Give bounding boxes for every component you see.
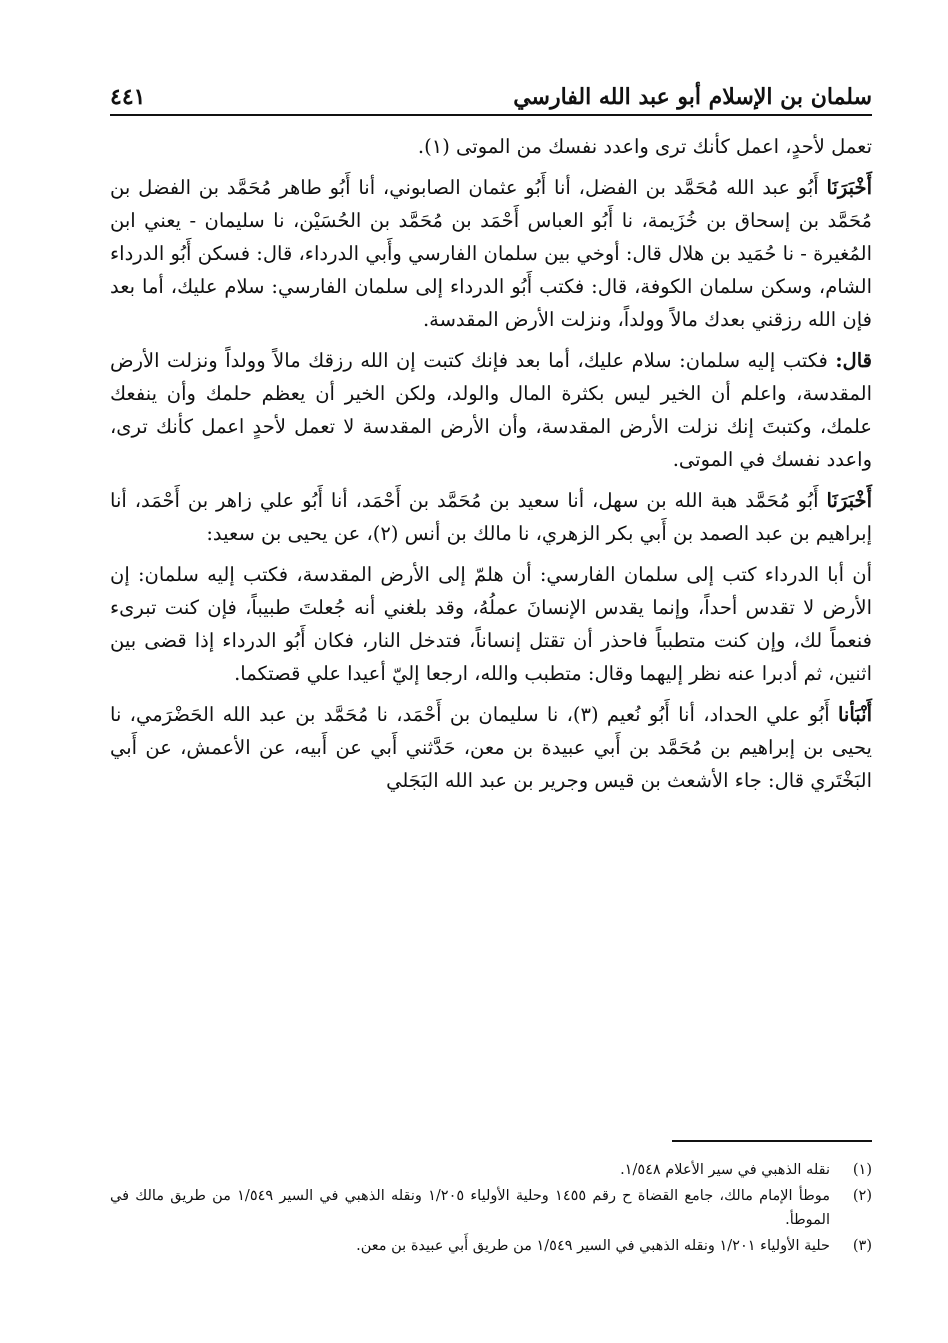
paragraph-lead: أَخْبَرَنَا <box>826 489 872 512</box>
footnote <box>110 1234 872 1258</box>
footnote <box>110 1184 872 1232</box>
main-text <box>110 130 872 805</box>
running-title: سلمان بن الإسلام أبو عبد الله الفارسي <box>513 84 872 110</box>
footnote-text: موطأ الإمام مالك، جامع القضاة ح رقم ١٤٥٥ وحلية الأولياء ١/٢٠٥ ونقله الذهبي في السير ١/٥٤٩ من طريق مالك في الموطأ. <box>110 1188 830 1228</box>
footnote-divider <box>672 1140 872 1142</box>
paragraph <box>110 558 872 690</box>
paragraph-text: فكتب إليه سلمان: سلام عليك، أما بعد فإنك كتبت إن الله رزقك مالاً وولداً ونزلت الأرض المقدسة، واعلم أن الخير ليس بكثرة المال والولد، ولكن الخير أن يعظم حلمك وأن ينفعك علمك، وكتبتَ إنك نزلت الأرض المقدسة، وأن الأرض المقدسة لا تعمل لأحدٍ اعمل كأنك ترى، واعدد نفسك في الموتى. <box>110 349 872 471</box>
paragraph-text: أَبُو علي الحداد، أنا أَبُو نُعيم (٣)، نا سليمان بن أَحْمَد، نا مُحَمَّد بن عبد الله الحَضْرَمي، نا يحيى بن إبراهيم بن مُحَمَّد بن أَبي عبيدة بن معن، حَدَّثني أَبي عن أَبيه، عن الأعمش، عن أَبي البَخْتَري قال: جاء الأشعث بن قيس وجرير بن عبد الله البَجَلي <box>110 703 872 792</box>
paragraph-lead: أَخْبَرَنَا <box>826 176 872 199</box>
footnote-text: نقله الذهبي في سير الأعلام ١/٥٤٨. <box>620 1162 830 1178</box>
footnote <box>110 1158 872 1182</box>
page-number: ٤٤١ <box>110 84 146 110</box>
footnote-number: (٣) <box>852 1238 872 1254</box>
paragraph-text: تعمل لأحدٍ، اعمل كأنك ترى واعدد نفسك من الموتى (١). <box>417 135 872 158</box>
paragraph <box>110 171 872 336</box>
footnote-number: (١) <box>852 1162 872 1178</box>
paragraph <box>110 344 872 476</box>
running-header <box>110 70 872 116</box>
paragraph <box>110 130 872 163</box>
paragraph <box>110 484 872 550</box>
footnote-number: (٢) <box>852 1188 872 1204</box>
paragraph <box>110 698 872 797</box>
paragraph-text: أَبُو مُحَمَّد هبة الله بن سهل، أنا سعيد بن مُحَمَّد بن أَحْمَد، أنا أَبُو علي زاهر بن أَحْمَد، أنا إبراهيم بن عبد الصمد بن أَبي بكر الزهري، نا مالك بن أنس (٢)، عن يحيى بن سعيد: <box>110 489 872 545</box>
paragraph-text: أَبُو عبد الله مُحَمَّد بن الفضل، أنا أَبُو عثمان الصابوني، أنا أَبُو طاهر مُحَمَّد بن الفضل بن مُحَمَّد بن إسحاق بن خُزَيمة، نا أَبُو العباس أَحْمَد بن مُحَمَّد بن الحُسَيْن، نا سليمان - يعني ابن المُغيرة - نا حُمَيد بن هلال قال: أوخي بين سلمان الفارسي وأَبي الدرداء، قال: فسكن أَبُو الدرداء الشام، وسكن سلمان الكوفة، قال: فكتب أَبُو الدرداء إلى سلمان الفارسي: سلام عليك، أما بعد فإن الله رزقني بعدك مالاً وولداً، ونزلت الأرض المقدسة. <box>110 176 872 331</box>
footnotes <box>110 1158 872 1260</box>
footnote-text: حلية الأولياء ١/٢٠١ ونقله الذهبي في السير ١/٥٤٩ من طريق أَبي عبيدة بن معن. <box>356 1238 830 1254</box>
paragraph-lead: قال: <box>835 349 872 372</box>
paragraph-lead: أَنْبَأنا <box>837 703 872 726</box>
paragraph-text: أن أبا الدرداء كتب إلى سلمان الفارسي: أن هلمّ إلى الأرض المقدسة، فكتب إليه سلمان: إن الأرض لا تقدس أحداً، وإنما يقدس الإنسانَ عملُهُ، وقد بلغني أنه جُعلتَ طبيباً، فإن كنت تبرىء فنعماً لك، وإن كنت متطبباً فاحذر أن تقتل إنساناً، فتدخل النار، فكان أَبُو الدرداء إذا قضى بين اثنين، ثم أدبرا عنه نظر إليهما وقال: متطبب والله، ارجعا إليّ أعيدا علي قصتكما. <box>110 563 872 685</box>
